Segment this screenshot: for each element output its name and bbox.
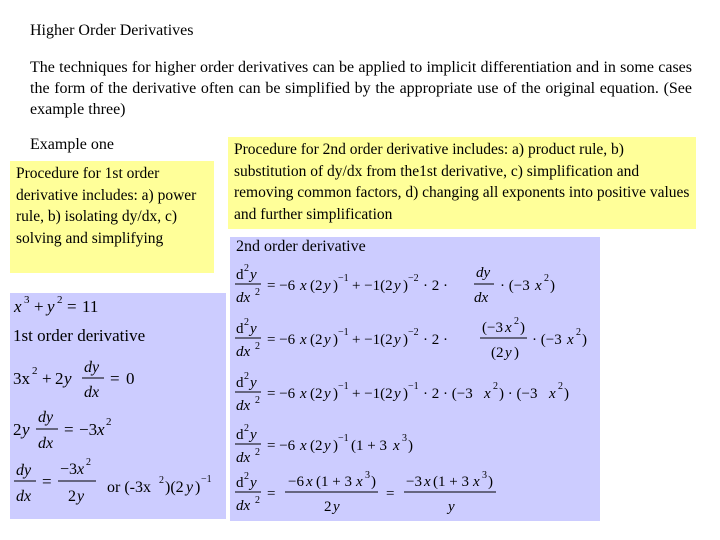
svg-text:dy: dy [38, 409, 54, 426]
svg-text:y: y [250, 321, 257, 337]
svg-text:y: y [250, 267, 257, 283]
svg-text:(1 + 3: (1 + 3 [351, 438, 387, 454]
svg-text:x: x [505, 320, 512, 336]
svg-text:2: 2 [244, 423, 249, 434]
svg-text:−6: −6 [288, 474, 304, 490]
first-derivative-label: 1st order derivative [13, 326, 146, 345]
svg-text:y: y [324, 438, 331, 454]
svg-text:dy: dy [84, 359, 100, 376]
first-order-math [10, 293, 226, 519]
svg-text:dx: dx [236, 290, 251, 306]
example-label: Example one [30, 136, 114, 153]
svg-text:= −6: = −6 [267, 332, 296, 348]
second-line-1 [235, 263, 555, 306]
svg-text:(2: (2 [310, 278, 323, 294]
equation-step1 [13, 359, 135, 401]
svg-text:): ) [333, 438, 338, 454]
svg-text:−2: −2 [408, 273, 419, 284]
svg-text:2: 2 [55, 369, 64, 388]
second-line-5 [235, 470, 496, 515]
svg-text:2: 2 [244, 263, 249, 274]
procedure-second-order-box: Procedure for 2nd order derivative includes: a) product rule, b) substitution of dy/dx from the1st derivative, c) simplification and removing common factors, d) changing all exponents into positive values and further simplification [228, 137, 696, 229]
svg-text:(−3: (−3 [482, 320, 503, 336]
svg-text:2: 2 [244, 471, 249, 482]
svg-text:2: 2 [255, 395, 260, 406]
svg-text:3: 3 [402, 433, 407, 444]
svg-text:): ) [582, 332, 587, 348]
svg-text:): ) [371, 474, 376, 490]
svg-text:): ) [333, 278, 338, 294]
svg-text:x: x [300, 332, 307, 348]
svg-text:(1 + 3: (1 + 3 [433, 474, 469, 490]
svg-text:y: y [77, 488, 85, 505]
svg-text:): ) [520, 320, 525, 336]
svg-text:=: = [42, 472, 52, 491]
svg-text:): ) [195, 479, 201, 496]
second-line-2 [235, 316, 587, 361]
svg-text:d: d [236, 375, 244, 391]
svg-text:x: x [473, 474, 480, 490]
svg-text:2: 2 [57, 294, 63, 306]
equation-result [14, 457, 212, 505]
svg-text:d: d [236, 475, 244, 491]
svg-text:dx: dx [236, 498, 251, 514]
svg-text:+ −1(2: + −1(2 [352, 332, 393, 348]
svg-text:y: y [324, 332, 331, 348]
svg-text:y: y [250, 475, 257, 491]
svg-text:): ) [403, 278, 408, 294]
svg-text:2: 2 [576, 327, 581, 338]
svg-text:=: = [267, 486, 276, 502]
svg-text:): ) [564, 386, 569, 402]
svg-text:x: x [549, 386, 556, 402]
svg-text:): ) [333, 386, 338, 402]
svg-text:=: = [386, 486, 395, 502]
svg-text:d: d [236, 427, 244, 443]
svg-text:x: x [393, 438, 400, 454]
second-line-4 [235, 423, 413, 466]
svg-text:2: 2 [255, 341, 260, 352]
svg-text:2: 2 [558, 381, 563, 392]
svg-text:2: 2 [244, 371, 249, 382]
svg-text:x: x [14, 297, 22, 316]
svg-text:): ) [403, 386, 408, 402]
svg-text:2: 2 [68, 488, 76, 505]
svg-text:y: y [394, 386, 401, 402]
svg-text:−1: −1 [338, 433, 349, 444]
svg-text:3: 3 [365, 470, 370, 481]
svg-text:2: 2 [106, 416, 112, 428]
svg-text:or (-3x: or (-3x [107, 479, 151, 496]
svg-text:)(2: )(2 [165, 479, 184, 496]
svg-text:): ) [333, 332, 338, 348]
procedure-first-order-box: Procedure for 1st order derivative includes: a) power rule, b) isolating dy/dx, c) solving and simplifying [10, 161, 214, 273]
svg-text:y: y [394, 278, 401, 294]
svg-text:(2: (2 [310, 438, 323, 454]
svg-text:(2: (2 [491, 345, 504, 361]
svg-text:dy: dy [476, 265, 491, 281]
svg-text:· 2 ·: · 2 · [423, 332, 448, 348]
svg-text:2: 2 [493, 381, 498, 392]
svg-text:2: 2 [514, 316, 519, 327]
svg-text:2: 2 [255, 495, 260, 506]
svg-text:=: = [64, 420, 74, 439]
svg-text:=: = [110, 369, 120, 388]
svg-text:x: x [77, 461, 85, 478]
svg-text:y: y [186, 479, 194, 496]
second-derivative-label: 2nd order derivative [236, 238, 366, 255]
svg-text:2: 2 [32, 365, 38, 377]
svg-text:): ) [408, 438, 413, 454]
svg-text:−1: −1 [338, 273, 349, 284]
svg-text:(2: (2 [310, 386, 323, 402]
svg-text:−1: −1 [408, 381, 419, 392]
svg-text:+: + [42, 369, 52, 388]
svg-text:(1 + 3: (1 + 3 [316, 474, 352, 490]
svg-text:y: y [333, 499, 340, 515]
svg-text:−3: −3 [60, 461, 78, 478]
svg-text:x: x [424, 474, 431, 490]
svg-text:dx: dx [236, 398, 251, 414]
svg-text:+: + [34, 297, 44, 316]
svg-text:y: y [250, 427, 257, 443]
svg-text:−2: −2 [408, 327, 419, 338]
svg-text:dx: dx [236, 344, 251, 360]
svg-text:x: x [535, 278, 542, 294]
svg-text:x: x [356, 474, 363, 490]
second-order-panel [230, 237, 600, 521]
svg-text:· 2 ·: · 2 · [423, 278, 448, 294]
intro-paragraph: The techniques for higher order derivatives can be applied to implicit differentiation and in some cases the form of the derivative often can be simplified by the appropriate use of the original equation. (See example three) [30, 59, 692, 118]
svg-text:y: y [394, 332, 401, 348]
svg-text:−3: −3 [79, 420, 98, 439]
equation-original [13, 294, 98, 316]
svg-text:x: x [306, 474, 313, 490]
svg-text:+ −1(2: + −1(2 [352, 278, 393, 294]
svg-text:y: y [64, 369, 72, 388]
svg-text:3: 3 [24, 294, 30, 306]
equation-step2 [13, 409, 112, 452]
svg-text:x: x [484, 386, 491, 402]
svg-text:y: y [250, 375, 257, 391]
svg-text:· 2 · (−3: · 2 · (−3 [423, 386, 473, 402]
svg-text:y: y [47, 297, 55, 316]
svg-text:2: 2 [544, 273, 549, 284]
svg-text:): ) [488, 474, 493, 490]
svg-text:): ) [514, 345, 519, 361]
svg-text:= −6: = −6 [267, 438, 296, 454]
svg-text:= −6: = −6 [267, 278, 296, 294]
svg-text:−1: −1 [201, 474, 212, 485]
page-title: Higher Order Derivatives [30, 22, 194, 39]
svg-text:y: y [324, 278, 331, 294]
svg-text:): ) [403, 332, 408, 348]
svg-text:x: x [300, 386, 307, 402]
first-order-panel [10, 293, 226, 519]
svg-text:−3: −3 [406, 474, 422, 490]
second-order-math [230, 237, 600, 521]
svg-text:d: d [236, 321, 244, 337]
svg-text:y: y [505, 345, 512, 361]
svg-text:dx: dx [16, 488, 32, 505]
svg-text:x: x [300, 278, 307, 294]
svg-text:dx: dx [38, 435, 54, 452]
second-line-3 [235, 371, 569, 414]
svg-text:3: 3 [482, 470, 487, 481]
svg-text:dx: dx [236, 450, 251, 466]
svg-text:): ) [550, 278, 555, 294]
svg-text:y: y [324, 386, 331, 402]
svg-text:y: y [448, 499, 455, 515]
svg-text:2: 2 [86, 457, 91, 468]
svg-text:= −6: = −6 [267, 386, 296, 402]
svg-text:dx: dx [474, 290, 489, 306]
svg-text:· (−3: · (−3 [532, 332, 562, 348]
svg-text:d: d [236, 267, 244, 283]
svg-text:x: x [567, 332, 574, 348]
svg-text:11: 11 [82, 297, 99, 316]
svg-text:x: x [97, 420, 105, 439]
svg-text:2: 2 [324, 499, 332, 515]
svg-text:2: 2 [244, 317, 249, 328]
svg-text:(2: (2 [310, 332, 323, 348]
svg-text:+ −1(2: + −1(2 [352, 386, 393, 402]
svg-text:· (−3: · (−3 [500, 278, 530, 294]
svg-text:y: y [22, 420, 30, 439]
svg-text:dx: dx [84, 384, 100, 401]
svg-text:0: 0 [126, 369, 135, 388]
svg-text:−1: −1 [338, 381, 349, 392]
svg-text:3x: 3x [13, 369, 30, 388]
svg-text:=: = [67, 297, 77, 316]
svg-text:dy: dy [16, 462, 32, 479]
svg-text:2: 2 [159, 475, 164, 486]
svg-text:2: 2 [255, 287, 260, 298]
svg-text:−1: −1 [338, 327, 349, 338]
svg-text:x: x [300, 438, 307, 454]
svg-text:) · (−3: ) · (−3 [499, 386, 538, 402]
svg-text:2: 2 [13, 420, 22, 439]
svg-text:2: 2 [255, 447, 260, 458]
